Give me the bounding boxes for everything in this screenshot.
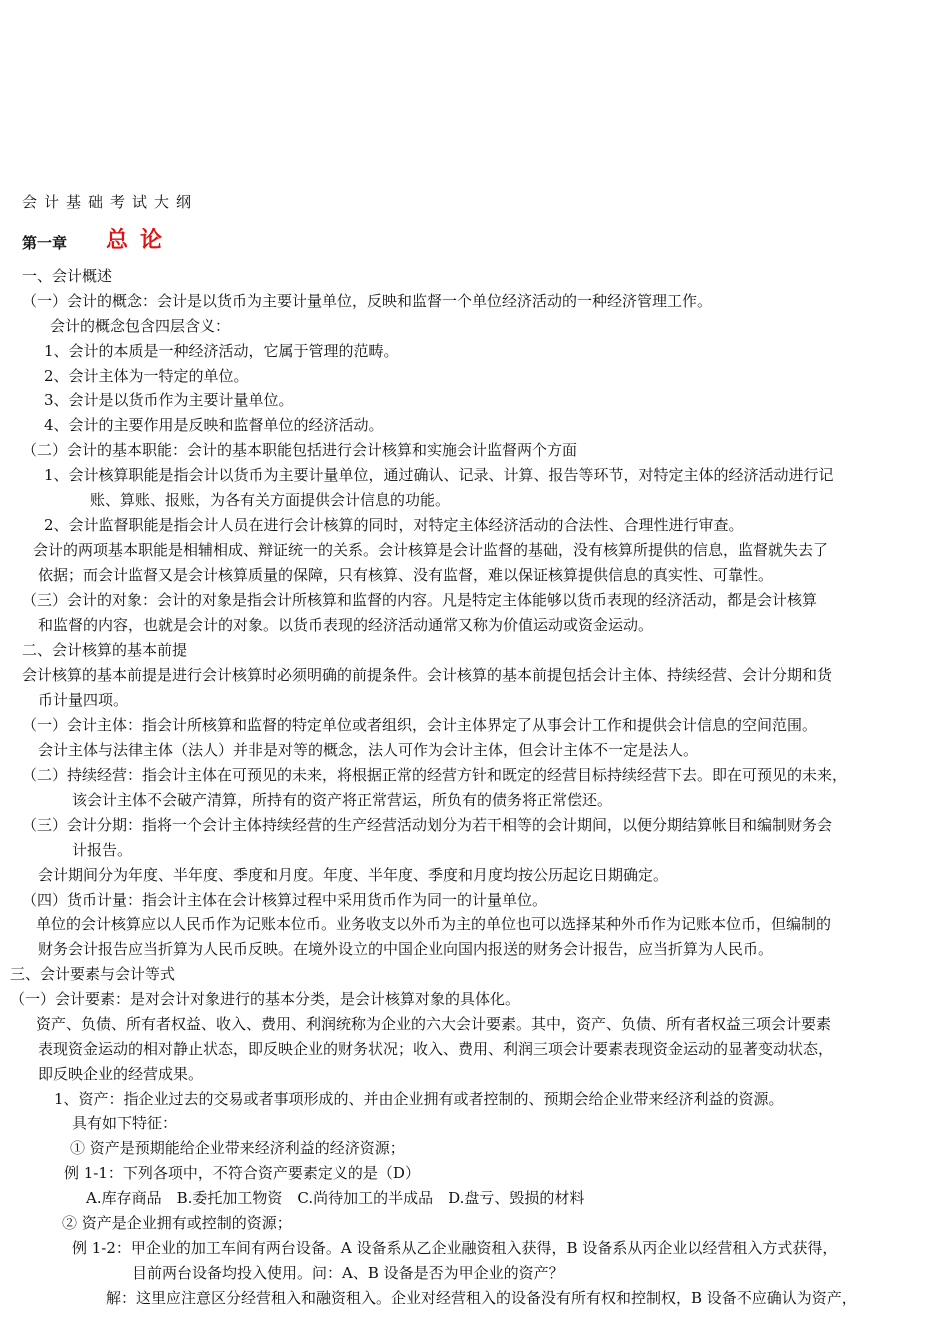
body-line-continued: 该会计主体不会破产清算，所持有的资产将正常营运，所负有的债务将正常偿还。 — [72, 791, 613, 809]
body-line: （三）会计分期：指将一个会计主体持续经营的生产经营活动划分为若干相等的会计期间，以便分期结算帐目和编制财务会 — [22, 816, 833, 834]
section-heading: 三、会计要素与会计等式 — [10, 965, 176, 983]
body-line-continued: 依据；而会计监督又是会计核算质量的保障，只有核算、没有监督，难以保证核算提供信息的真实性、可靠性。 — [38, 566, 774, 584]
list-item: 1、会计核算职能是指会计以货币为主要计量单位，通过确认、记录、计算、报告等环节，对特定主体的经济活动进行记 — [44, 466, 834, 484]
list-item: 1、资产：指企业过去的交易或者事项形成的、并由企业拥有或者控制的、预期会给企业带来经济利益的资源。 — [54, 1090, 784, 1108]
example-options: A.库存商品 B.委托加工物资 C.尚待加工的半成品 D.盘亏、毁损的材料 — [86, 1189, 585, 1207]
section-heading: 一、会计概述 — [22, 267, 113, 285]
body-line-continued: 表现资金运动的相对静止状态，即反映企业的财务状况；收入、费用、利润三项会计要素表现资金运动的显著变动状态， — [38, 1040, 834, 1058]
body-line: （二）会计的基本职能：会计的基本职能包括进行会计核算和实施会计监督两个方面 — [22, 441, 578, 459]
chapter-label: 第一章 — [22, 234, 68, 252]
list-item: 1、会计的本质是一种经济活动，它属于管理的范畴。 — [44, 342, 399, 360]
body-line: 单位的会计核算应以人民币作为记账本位币。业务收支以外币为主的单位也可以选择某种外币作为记账本位币，但编制的 — [36, 915, 832, 933]
body-line-continued: 币计量四项。 — [38, 691, 129, 709]
example-answer: 解：这里应注意区分经营租入和融资租入。企业对经营租入的设备没有所有权和控制权，B 设备不应确认为资产， — [106, 1289, 857, 1307]
body-line: （一）会计要素：是对会计对象进行的基本分类，是会计核算对象的具体化。 — [10, 990, 521, 1008]
body-line: 会计主体与法律主体（法人）并非是对等的概念，法人可作为会计主体，但会计主体不一定是法人。 — [38, 741, 699, 759]
chapter-title: 总论 — [106, 228, 175, 253]
body-line-continued: 即反映企业的经营成果。 — [38, 1065, 204, 1083]
feature-item: ② 资产是企业拥有或控制的资源； — [62, 1214, 292, 1232]
body-line: 会计期间分为年度、半年度、季度和月度。年度、半年度、季度和月度均按公历起讫日期确定。 — [38, 866, 669, 884]
body-line-continued: 财务会计报告应当折算为人民币反映。在境外设立的中国企业向国内报送的财务会计报告，应当折算为人民币。 — [38, 940, 774, 958]
list-item: 4、会计的主要作用是反映和监督单位的经济活动。 — [44, 416, 384, 434]
list-item-continued: 账、算账、报账，为各有关方面提供会计信息的功能。 — [90, 491, 451, 509]
example-question: 例 1-1：下列各项中，不符合资产要素定义的是（D） — [64, 1164, 420, 1182]
document-title: 会计基础考试大纲 — [22, 193, 199, 211]
body-line: 会计的两项基本职能是相辅相成、辩证统一的关系。会计核算是会计监督的基础，没有核算所提供的信息，监督就失去了 — [33, 541, 829, 559]
example-question-continued: 目前两台设备均投入使用。问：A、B 设备是否为甲企业的资产？ — [132, 1264, 564, 1282]
feature-item: ① 资产是预期能给企业带来经济利益的经济资源； — [70, 1139, 405, 1157]
body-line: （二）持续经营：指会计主体在可预见的未来，将根据正常的经营方针和既定的经营目标持续经营下去。即在可预见的未来， — [22, 766, 848, 784]
body-line: 会计核算的基本前提是进行会计核算时必须明确的前提条件。会计核算的基本前提包括会计主体、持续经营、会计分期和货 — [22, 666, 833, 684]
body-line-continued: 和监督的内容，也就是会计的对象。以货币表现的经济活动通常又称为价值运动或资金运动。 — [38, 616, 654, 634]
list-item: 3、会计是以货币作为主要计量单位。 — [44, 391, 294, 409]
example-question: 例 1-2：甲企业的加工车间有两台设备。A 设备系从乙企业融资租入获得，B 设备系从丙企业以经营租入方式获得， — [72, 1239, 838, 1257]
body-line: 资产、负债、所有者权益、收入、费用、利润统称为企业的六大会计要素。其中，资产、负债、所有者权益三项会计要素 — [36, 1015, 832, 1033]
body-line: （一）会计的概念：会计是以货币为主要计量单位，反映和监督一个单位经济活动的一种经济管理工作。 — [22, 292, 713, 310]
body-line: 具有如下特征： — [72, 1114, 178, 1132]
list-item: 2、会计主体为一特定的单位。 — [44, 367, 249, 385]
body-line: （一）会计主体：指会计所核算和监督的特定单位或者组织，会计主体界定了从事会计工作和提供会计信息的空间范围。 — [22, 716, 818, 734]
body-line: 会计的概念包含四层含义： — [50, 317, 231, 335]
section-heading: 二、会计核算的基本前提 — [22, 641, 188, 659]
list-item: 2、会计监督职能是指会计人员在进行会计核算的同时，对特定主体经济活动的合法性、合理性进行审查。 — [44, 516, 744, 534]
body-line: （三）会计的对象：会计的对象是指会计所核算和监督的内容。凡是特定主体能够以货币表现的经济活动，都是会计核算 — [22, 591, 818, 609]
body-line-continued: 计报告。 — [72, 841, 133, 859]
body-line: （四）货币计量：指会计主体在会计核算过程中采用货币作为同一的计量单位。 — [22, 891, 548, 909]
